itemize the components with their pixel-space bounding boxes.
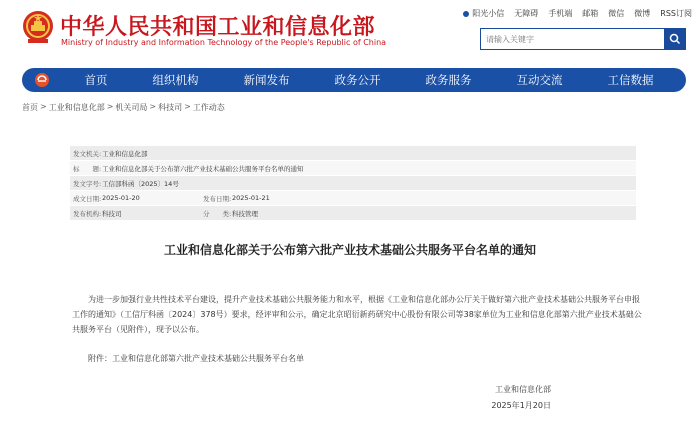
document-paragraph: 为进一步加强行业共性技术平台建设，提升产业技术基础公共服务能力和水平，根据《工业和信息化部办公厅关于做好第六批产业技术基础公共服务平台申报工作的通知》（工信厅科函〔2024〕378号）要求，经评审和公示，确定北京昭衍新药研究中心股份有限公司等38家单位为工业和信息化部第六批产业技术基础公共服务平台（见附件），现予以公布。 xyxy=(72,295,642,334)
nav-item-news[interactable]: 新闻发布 xyxy=(243,73,290,87)
wechat-link[interactable]: 微信 xyxy=(608,9,625,18)
issuer-label: 发文机关: xyxy=(73,149,102,158)
breadcrumb xyxy=(22,102,225,113)
main-nav xyxy=(22,68,686,92)
nav-item-interaction[interactable]: 互动交流 xyxy=(516,73,563,87)
org-label: 发布机构: xyxy=(73,209,102,218)
nav-item-organization[interactable]: 组织机构 xyxy=(152,73,199,87)
document-date: 2025年1月20日 xyxy=(491,401,551,410)
category-value: 科技管理 xyxy=(232,209,258,218)
docno-label: 发文字号: xyxy=(73,179,102,188)
breadcrumb-separator: > xyxy=(149,102,157,111)
created-value: 2025-01-20 xyxy=(102,193,140,202)
breadcrumb-work-news[interactable]: 工作动态 xyxy=(192,103,225,112)
meta-row-title xyxy=(70,161,636,176)
meta-row-dates xyxy=(70,191,636,206)
nav-item-data[interactable]: 工信数据 xyxy=(607,73,654,87)
docno-value: 工信部科函〔2025〕14号 xyxy=(102,179,179,188)
breadcrumb-ministry[interactable]: 工业和信息化部 xyxy=(48,103,105,112)
meta-row-org xyxy=(70,206,636,221)
search-icon xyxy=(669,33,681,45)
breadcrumb-separator: > xyxy=(184,102,191,111)
document-title: 工业和信息化部关于公布第六批产业技术基础公共服务平台名单的通知 xyxy=(163,243,536,257)
accessibility-link[interactable]: 无障碍 xyxy=(514,9,539,18)
search-box xyxy=(480,28,686,50)
top-links xyxy=(462,8,692,19)
nav-item-gov-services[interactable]: 政务服务 xyxy=(425,73,472,87)
mail-link[interactable]: 邮箱 xyxy=(582,9,599,18)
published-value: 2025-01-21 xyxy=(232,193,270,202)
nav-items xyxy=(62,72,686,88)
site-header xyxy=(0,0,700,64)
org-value: 科技司 xyxy=(102,209,122,218)
miit-logo-icon xyxy=(34,72,50,88)
nav-item-gov-affairs[interactable]: 政务公开 xyxy=(334,73,381,87)
sunshine-link[interactable] xyxy=(462,8,504,19)
document-meta-table xyxy=(70,146,636,221)
breadcrumb-departments[interactable]: 机关司局 xyxy=(115,103,148,112)
category-label: 分 类: xyxy=(203,209,232,218)
sunshine-icon xyxy=(462,10,470,18)
site-subtitle: Ministry of Industry and Information Technology of the People's Republic of China xyxy=(61,38,387,47)
nav-home-logo[interactable] xyxy=(22,68,62,92)
breadcrumb-tech-dept[interactable]: 科技司 xyxy=(158,103,183,112)
meta-row-docno xyxy=(70,176,636,191)
document-signature: 工业和信息化部 xyxy=(495,385,551,394)
document-attachment[interactable]: 附件：工业和信息化部第六批产业技术基础公共服务平台名单 xyxy=(88,354,304,363)
nav-item-home[interactable]: 首页 xyxy=(84,73,108,87)
title-label: 标 题: xyxy=(73,164,102,173)
search-button[interactable] xyxy=(664,29,685,49)
issuer-value: 工业和信息化部 xyxy=(102,149,148,158)
weibo-link[interactable]: 微博 xyxy=(634,9,651,18)
title-value: 工业和信息化部关于公布第六批产业技术基础公共服务平台名单的通知 xyxy=(102,164,304,173)
site-title[interactable]: 中华人民共和国工业和信息化部 xyxy=(60,15,376,40)
breadcrumb-separator: > xyxy=(106,102,114,111)
published-label: 发布日期: xyxy=(203,194,232,203)
created-label: 成文日期: xyxy=(73,194,102,203)
mobile-link[interactable]: 手机端 xyxy=(548,9,573,18)
breadcrumb-separator: > xyxy=(40,102,47,111)
breadcrumb-home[interactable]: 首页 xyxy=(22,103,38,112)
search-input[interactable] xyxy=(481,29,665,49)
national-emblem-icon[interactable] xyxy=(22,10,54,44)
rss-link[interactable]: RSS订阅 xyxy=(660,9,692,18)
sunshine-label: 阳光小信 xyxy=(472,9,505,18)
meta-row-issuer xyxy=(70,146,636,161)
